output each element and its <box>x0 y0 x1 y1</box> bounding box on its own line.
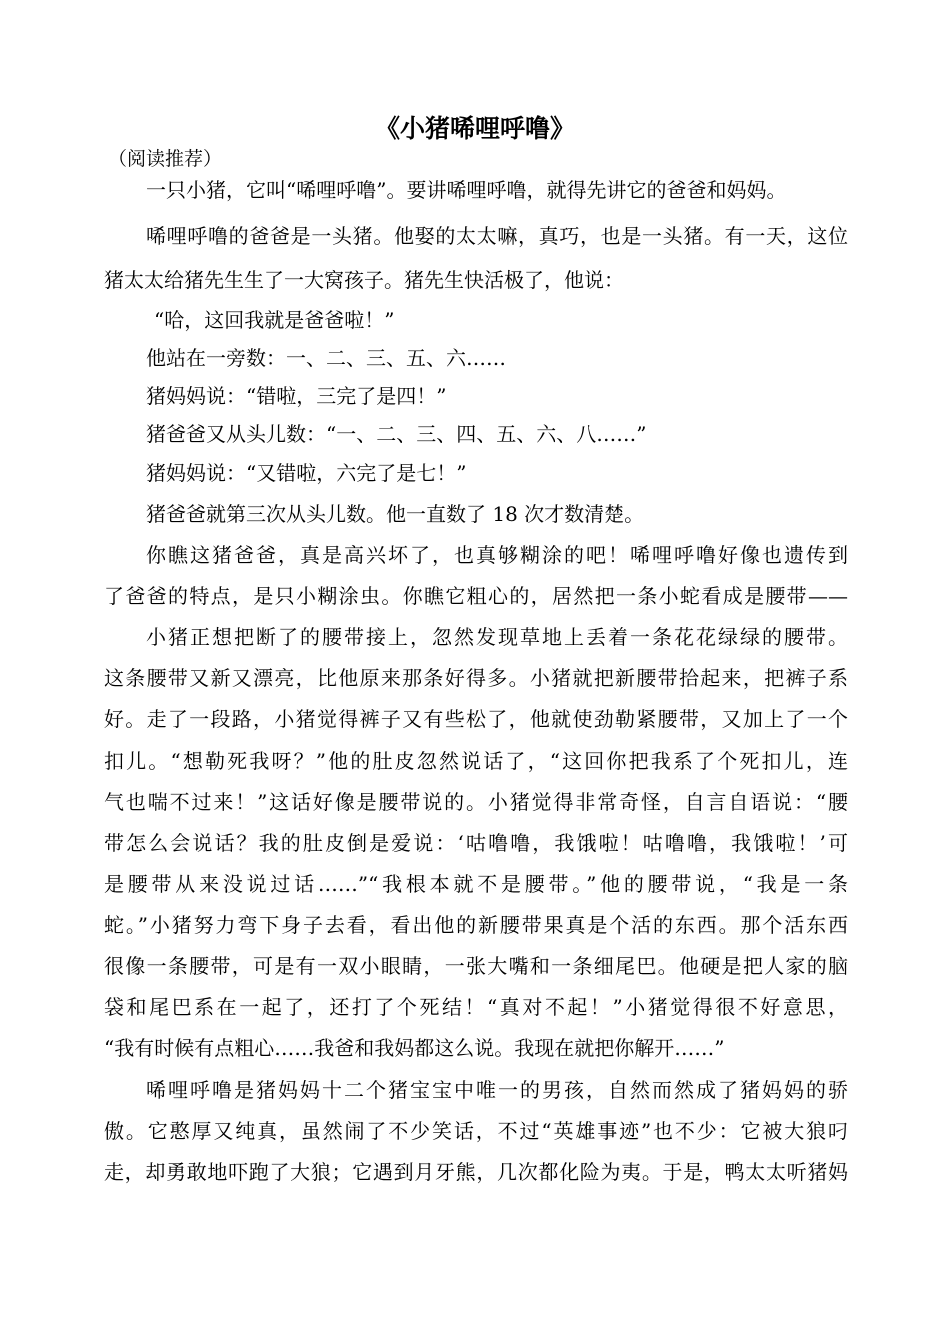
text-line: 气也喘不过来！”这话好像是腰带说的。小猪觉得非常奇怪，自言自语说：“腰 <box>104 790 848 814</box>
text-line: 好。走了一段路，小猪觉得裤子又有些松了，他就使劲勒紧腰带，又加上了一个 <box>104 707 848 731</box>
text-line: 猪爸爸又从头儿数：“一、二、三、四、五、六、八……” <box>146 422 647 446</box>
text-line: 一只小猪，它叫“唏哩呼噜”。要讲唏哩呼噜，就得先讲它的爸爸和妈妈。 <box>146 178 787 202</box>
text-line: 唏哩呼噜的爸爸是一头猪。他娶的太太嘛，真巧，也是一头猪。有一天，这位 <box>146 224 848 248</box>
text-line: “我有时候有点粗心……我爸和我妈都这么说。我现在就把你解开……” <box>104 1036 725 1060</box>
text-line: 他站在一旁数：一、二、三、五、六…… <box>146 346 506 370</box>
text-line: 猪妈妈说：“错啦，三完了是四！” <box>146 384 447 408</box>
text-line: 唏哩呼噜是猪妈妈十二个猪宝宝中唯一的男孩，自然而然成了猪妈妈的骄 <box>146 1078 848 1102</box>
text-line: 是腰带从来没说过话……”“我根本就不是腰带。”他的腰带说，“我是一条 <box>104 872 848 896</box>
text-line: 蛇。”小猪努力弯下身子去看，看出他的新腰带果真是个活的东西。那个活东西 <box>104 913 848 937</box>
text-line: 走，却勇敢地吓跑了大狼；它遇到月牙熊，几次都化险为夷。于是，鸭太太听猪妈 <box>104 1160 848 1184</box>
text-line: 袋和尾巴系在一起了，还打了个死结！“真对不起！”小猪觉得很不好意思， <box>104 995 848 1019</box>
text-line: 小猪正想把断了的腰带接上，忽然发现草地上丢着一条花花绿绿的腰带。 <box>146 625 848 649</box>
text-line: 傲。它憨厚又纯真，虽然闹了不少笑话，不过“英雄事迹”也不少：它被大狼叼 <box>104 1119 848 1143</box>
text-line: 猪太太给猪先生生了一大窝孩子。猪先生快活极了，他说： <box>104 268 624 292</box>
document-subtitle: （阅读推荐） <box>108 148 223 170</box>
text-line: 猪妈妈说：“又错啦，六完了是七！” <box>146 461 467 485</box>
text-line: 你瞧这猪爸爸，真是高兴坏了，也真够糊涂的吧！唏哩呼噜好像也遗传到 <box>146 543 848 567</box>
text-line: 这条腰带又新又漂亮，比他原来那条好得多。小猪就把新腰带拾起来，把裤子系 <box>104 666 848 690</box>
text-line: 猪爸爸就第三次从头儿数。他一直数了 18 次才数清楚。 <box>146 502 645 526</box>
document-title: 《小猪唏哩呼噜》 <box>374 114 575 143</box>
text-line: 了爸爸的特点，是只小糊涂虫。你瞧它粗心的，居然把一条小蛇看成是腰带—— <box>104 584 848 608</box>
text-line: 很像一条腰带，可是有一双小眼睛，一张大嘴和一条细尾巴。他硬是把人家的脑 <box>104 954 848 978</box>
text-line: 带怎么会说话？我的肚皮倒是爱说：‘咕噜噜，我饿啦！咕噜噜，我饿啦！’可 <box>104 831 848 855</box>
text-line: 扣儿。“想勒死我呀？”他的肚皮忽然说话了，“这回你把我系了个死扣儿，连 <box>104 749 848 773</box>
text-line: “哈，这回我就是爸爸啦！” <box>154 308 395 332</box>
